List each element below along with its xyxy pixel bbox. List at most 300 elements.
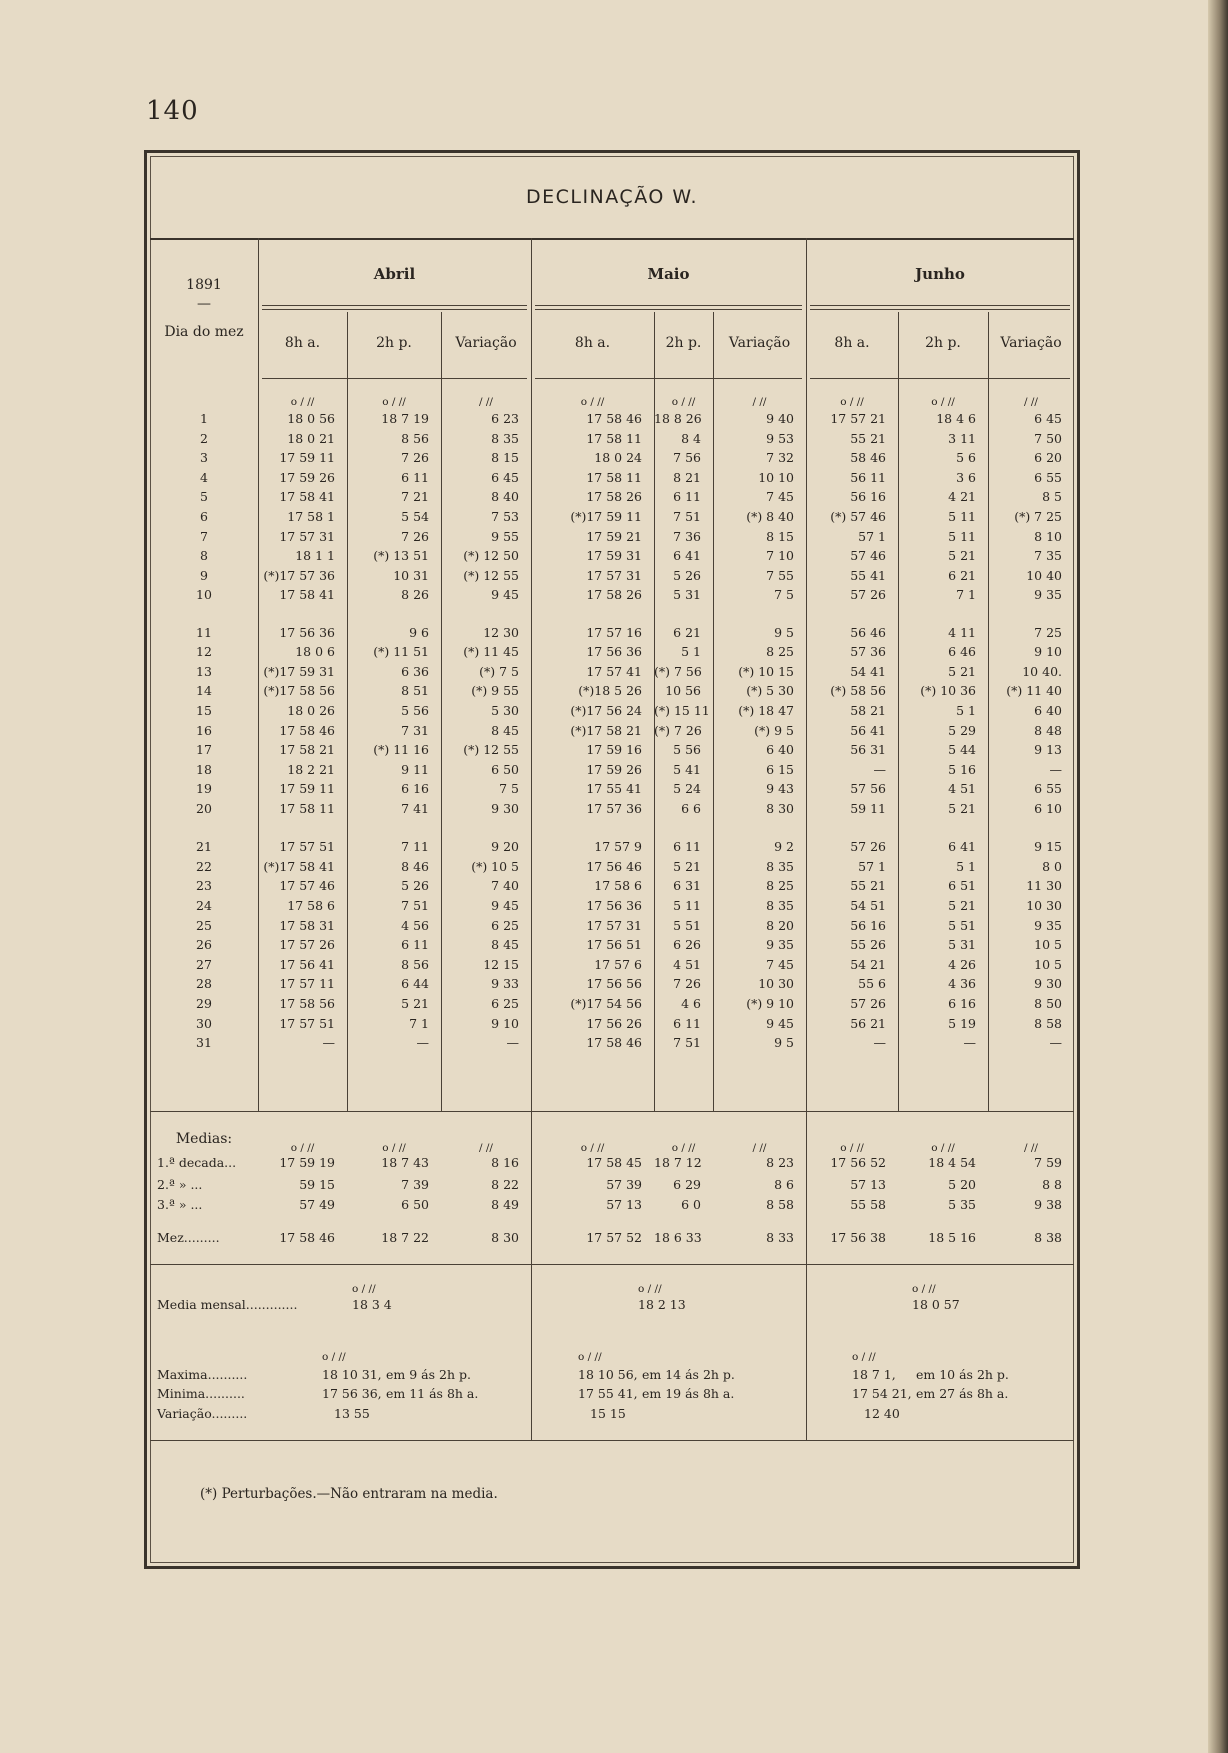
unit-mark: o / //: [382, 1142, 406, 1154]
data-cell: 17 57 9: [594, 839, 642, 855]
media-cell: 7 39: [401, 1177, 429, 1192]
data-cell: 17 56 26: [586, 1015, 642, 1031]
data-cell: 56 16: [850, 917, 886, 933]
data-cell: 17 58 26: [586, 587, 642, 603]
data-cell: 9 35: [766, 937, 794, 953]
data-cell: 17 56 36: [279, 624, 335, 640]
data-cell: 9 13: [1034, 742, 1062, 758]
mensal-rule: [150, 1264, 1074, 1265]
mez-cell: 8 33: [766, 1230, 794, 1245]
data-cell: 9 53: [766, 430, 794, 446]
data-cell: 58 21: [850, 702, 886, 718]
unit-mark: o / //: [382, 396, 406, 408]
unit-mark: / //: [479, 1142, 493, 1154]
day-number: 26: [196, 937, 212, 953]
data-cell: 4 6: [681, 995, 701, 1011]
data-cell: 6 11: [673, 1015, 701, 1031]
maxima-when: em 14 ás 2h p.: [642, 1367, 735, 1382]
data-cell: 5 31: [948, 937, 976, 953]
data-cell: 5 56: [673, 742, 701, 758]
data-cell: (*) 12 55: [463, 567, 519, 583]
data-cell: 17 58 46: [586, 411, 642, 426]
data-cell: 17 59 11: [279, 450, 335, 466]
data-cell: (*) 7 26: [654, 722, 702, 738]
month-underline: [810, 305, 1070, 306]
column-head: 8h a.: [574, 335, 611, 351]
data-cell: 8 15: [766, 528, 794, 544]
day-number: 11: [196, 624, 212, 640]
data-cell: 5 44: [948, 742, 976, 758]
day-number: 14: [196, 683, 212, 699]
data-cell: 12 15: [483, 956, 519, 972]
unit-mark: o / //: [578, 1351, 602, 1363]
media-cell: 57 13: [606, 1197, 642, 1212]
day-number: 15: [196, 702, 212, 718]
year-label: 1891: [186, 277, 222, 293]
media-cell: 57 39: [606, 1177, 642, 1192]
data-cell: 55 21: [850, 430, 886, 446]
data-cell: 5 21: [948, 548, 976, 564]
extremes-rule: [150, 1440, 1074, 1441]
data-cell: 9 30: [491, 800, 519, 816]
data-cell: 9 45: [491, 897, 519, 913]
mez-cell: 17 57 52: [586, 1230, 642, 1245]
variacao-value: 12 40: [864, 1406, 900, 1421]
media-cell: 5 35: [948, 1197, 976, 1212]
data-cell: 17 57 16: [586, 624, 642, 640]
data-cell: (*)17 58 41: [263, 858, 335, 874]
data-cell: 7 35: [1034, 548, 1062, 564]
column-head: 2h p.: [665, 335, 702, 351]
day-number: 3: [200, 450, 208, 466]
data-cell: (*)18 5 26: [578, 683, 642, 699]
data-cell: —: [873, 761, 886, 777]
data-cell: 8 40: [491, 489, 519, 505]
data-cell: 9 33: [491, 976, 519, 992]
data-cell: 7 26: [401, 528, 429, 544]
data-cell: 9 5: [774, 1035, 794, 1051]
data-cell: —: [1049, 1035, 1062, 1051]
variacao-label: Variação.........: [157, 1406, 248, 1421]
unit-mark: o / //: [912, 1283, 936, 1295]
data-cell: 57 46: [850, 548, 886, 564]
data-cell: 5 11: [948, 509, 976, 524]
media-cell: 55 58: [850, 1197, 886, 1212]
data-cell: 12 30: [483, 624, 519, 640]
data-cell: 54 21: [850, 956, 886, 972]
minima-when: em 19 ás 8h a.: [642, 1386, 735, 1401]
data-cell: 7 51: [673, 1035, 701, 1051]
unit-mark: o / //: [290, 396, 315, 408]
maxima-value: 18 10 56,: [578, 1367, 638, 1382]
minima-when: em 11 ás 8h a.: [386, 1386, 479, 1401]
decada-label: 3.ª » ...: [157, 1197, 203, 1212]
data-cell: 6 55: [1034, 469, 1062, 485]
data-cell: 5 31: [673, 587, 701, 603]
data-cell: (*) 8 40: [746, 509, 794, 524]
media-cell: 18 7 12: [654, 1155, 702, 1170]
day-number: 10: [196, 587, 212, 603]
data-cell: 7 1: [956, 587, 976, 603]
day-number: 13: [196, 663, 212, 679]
day-number: 27: [196, 956, 212, 972]
subheader-underline: [810, 378, 1070, 379]
data-cell: 11 30: [1026, 878, 1062, 894]
data-cell: 17 58 6: [594, 878, 642, 894]
data-cell: 10 56: [665, 683, 701, 699]
data-cell: 9 6: [409, 624, 429, 640]
day-number: 2: [200, 430, 208, 446]
month-name-abril: Abril: [373, 265, 416, 283]
data-cell: 17 58 1: [287, 509, 335, 524]
data-cell: 6 11: [401, 937, 429, 953]
data-cell: 7 32: [766, 450, 794, 466]
data-cell: 10 30: [758, 976, 794, 992]
day-number: 24: [196, 897, 212, 913]
data-cell: 17 58 11: [279, 800, 335, 816]
media-mensal-value: 18 2 13: [638, 1297, 686, 1312]
day-number: 8: [200, 548, 208, 564]
data-cell: (*) 9 5: [754, 722, 794, 738]
data-cell: (*) 18 47: [738, 702, 794, 718]
maxima-label: Maxima..........: [157, 1367, 248, 1382]
data-cell: 55 41: [850, 567, 886, 583]
data-cell: 4 36: [948, 976, 976, 992]
mez-label: Mez.........: [157, 1230, 220, 1245]
decada-label: 2.ª » ...: [157, 1177, 203, 1192]
data-cell: 7 45: [766, 956, 794, 972]
data-cell: 17 59 11: [279, 781, 335, 797]
data-cell: 6 15: [766, 761, 794, 777]
data-cell: (*) 11 40: [1006, 683, 1062, 699]
media-cell: 57 49: [299, 1197, 335, 1212]
data-cell: 6 31: [673, 878, 701, 894]
data-cell: 9 20: [491, 839, 519, 855]
data-cell: 4 51: [948, 781, 976, 797]
day-number: 31: [196, 1035, 212, 1051]
media-cell: 8 8: [1042, 1177, 1062, 1192]
data-cell: 9 45: [766, 1015, 794, 1031]
data-cell: 17 58 41: [279, 489, 335, 505]
data-cell: 57 26: [850, 839, 886, 855]
data-cell: 18 0 6: [295, 644, 335, 660]
data-cell: 4 21: [948, 489, 976, 505]
data-cell: 18 0 24: [594, 450, 642, 466]
data-cell: 57 36: [850, 644, 886, 660]
data-cell: 7 53: [491, 509, 519, 524]
media-cell: 17 58 45: [586, 1155, 642, 1170]
data-cell: 9 45: [491, 587, 519, 603]
data-cell: 6 23: [491, 411, 519, 426]
data-cell: 6 45: [1034, 411, 1062, 426]
mez-cell: 17 56 38: [830, 1230, 886, 1245]
media-cell: 17 56 52: [830, 1155, 886, 1170]
data-cell: 8 5: [1042, 489, 1062, 505]
data-cell: 18 8 26: [654, 411, 702, 426]
mez-cell: 8 30: [491, 1230, 519, 1245]
data-cell: 9 5: [774, 624, 794, 640]
data-cell: 56 16: [850, 489, 886, 505]
data-cell: 6 50: [491, 761, 519, 777]
unit-mark: / //: [1024, 396, 1038, 408]
unit-mark: / //: [752, 396, 767, 408]
media-cell: 8 23: [766, 1155, 794, 1170]
data-cell: 5 54: [401, 509, 429, 524]
mez-cell: 18 7 22: [381, 1230, 429, 1245]
unit-mark: o / //: [638, 1283, 662, 1295]
data-cell: 4 51: [673, 956, 701, 972]
data-cell: 56 46: [850, 624, 886, 640]
data-cell: 3 11: [948, 430, 976, 446]
media-cell: 57 13: [850, 1177, 886, 1192]
data-cell: 5 51: [948, 917, 976, 933]
data-cell: 17 58 56: [279, 995, 335, 1011]
data-cell: (*)17 59 31: [263, 663, 335, 679]
unit-mark: o / //: [290, 1142, 315, 1154]
data-cell: 5 11: [948, 528, 976, 544]
data-cell: 7 45: [766, 489, 794, 505]
data-cell: 7 51: [401, 897, 429, 913]
data-cell: 6 21: [673, 624, 701, 640]
data-cell: 9 10: [491, 1015, 519, 1031]
data-cell: —: [322, 1035, 335, 1051]
data-cell: 6 55: [1034, 781, 1062, 797]
data-cell: 5 1: [956, 702, 976, 718]
data-cell: 5 1: [681, 644, 701, 660]
month-underline: [262, 309, 527, 310]
data-cell: 57 1: [858, 858, 886, 874]
data-cell: 8 46: [401, 858, 429, 874]
data-cell: 6 6: [681, 800, 701, 816]
data-cell: 9 43: [766, 781, 794, 797]
data-cell: 9 30: [1034, 976, 1062, 992]
data-cell: 17 57 41: [586, 663, 642, 679]
data-cell: 8 35: [766, 897, 794, 913]
data-cell: (*) 7 56: [654, 663, 702, 679]
data-cell: 6 41: [673, 548, 701, 564]
data-cell: 7 26: [401, 450, 429, 466]
data-cell: 17 56 56: [586, 976, 642, 992]
data-cell: 8 56: [401, 430, 429, 446]
day-number: 30: [196, 1015, 212, 1031]
data-cell: 6 26: [673, 937, 701, 953]
unit-mark: / //: [752, 1142, 767, 1154]
mez-cell: 8 38: [1034, 1230, 1062, 1245]
data-cell: 17 57 36: [586, 800, 642, 816]
data-cell: 10 10: [758, 469, 794, 485]
data-cell: 6 44: [401, 976, 429, 992]
data-cell: 17 59 21: [586, 528, 642, 544]
data-cell: —: [963, 1035, 976, 1051]
data-cell: 17 59 16: [586, 742, 642, 758]
media-cell: 6 50: [401, 1197, 429, 1212]
media-cell: 18 4 54: [928, 1155, 976, 1170]
media-cell: 6 0: [681, 1197, 701, 1212]
data-cell: 8 56: [401, 956, 429, 972]
data-cell: 5 21: [948, 663, 976, 679]
data-cell: 17 58 46: [279, 722, 335, 738]
data-cell: 7 21: [401, 489, 429, 505]
data-cell: (*) 57 46: [830, 509, 886, 524]
variacao-value: 13 55: [334, 1406, 370, 1421]
day-number: 9: [200, 567, 208, 583]
data-cell: 7 50: [1034, 430, 1062, 446]
data-cell: (*) 11 51: [373, 644, 429, 660]
day-number: 6: [200, 509, 208, 524]
data-cell: 55 21: [850, 878, 886, 894]
data-cell: 8 25: [766, 878, 794, 894]
unit-mark: o / //: [671, 1142, 696, 1154]
data-cell: 9 35: [1034, 917, 1062, 933]
column-head: 8h a.: [834, 335, 870, 351]
data-cell: 5 29: [948, 722, 976, 738]
data-cell: 5 21: [948, 897, 976, 913]
data-cell: 10 40.: [1022, 663, 1062, 679]
day-number: 12: [196, 644, 212, 660]
day-number: 29: [196, 995, 212, 1011]
day-number: 7: [200, 528, 208, 544]
month-underline: [262, 305, 527, 306]
data-cell: 17 58 11: [586, 469, 642, 485]
data-cell: 6 21: [948, 567, 976, 583]
data-cell: 8 0: [1042, 858, 1062, 874]
data-cell: 7 31: [401, 722, 429, 738]
data-cell: 8 35: [491, 430, 519, 446]
data-cell: 7 40: [491, 878, 519, 894]
unit-mark: o / //: [580, 1142, 605, 1154]
data-cell: 5 30: [491, 702, 519, 718]
data-cell: 7 5: [774, 587, 794, 603]
unit-mark: / //: [1024, 1142, 1038, 1154]
data-cell: (*)17 54 56: [570, 995, 642, 1011]
data-cell: 7 55: [766, 567, 794, 583]
data-cell: 5 21: [401, 995, 429, 1011]
data-cell: 7 41: [401, 800, 429, 816]
media-cell: 59 15: [299, 1177, 335, 1192]
data-cell: 56 31: [850, 742, 886, 758]
data-cell: 18 0 21: [287, 430, 335, 446]
column-head: Variação: [1000, 335, 1062, 351]
data-cell: 5 6: [956, 450, 976, 466]
data-cell: 9 10: [1034, 644, 1062, 660]
day-number: 17: [196, 742, 212, 758]
data-cell: 6 45: [491, 469, 519, 485]
title-rule: [150, 238, 1074, 240]
day-number: 1: [200, 411, 208, 426]
data-cell: 9 40: [766, 411, 794, 426]
data-cell: 6 25: [491, 917, 519, 933]
data-cell: 17 59 26: [279, 469, 335, 485]
month-name-junho: Junho: [915, 265, 965, 283]
data-cell: 8 48: [1034, 722, 1062, 738]
data-cell: 5 21: [948, 800, 976, 816]
data-cell: 8 26: [401, 587, 429, 603]
day-number: 19: [196, 781, 212, 797]
month-name-maio: Maio: [647, 265, 690, 283]
data-cell: 17 57 51: [279, 839, 335, 855]
data-cell: (*) 12 55: [463, 742, 519, 758]
data-cell: 3 6: [956, 469, 976, 485]
data-cell: 54 51: [850, 897, 886, 913]
data-cell: 8 51: [401, 683, 429, 699]
data-cell: 5 26: [401, 878, 429, 894]
data-cell: 5 16: [948, 761, 976, 777]
column-head: 2h p.: [376, 335, 412, 351]
data-cell: (*) 11 45: [463, 644, 519, 660]
maxima-when: em 9 ás 2h p.: [386, 1367, 471, 1382]
data-cell: 7 10: [766, 548, 794, 564]
media-cell: 8 58: [766, 1197, 794, 1212]
media-mensal-value: 18 3 4: [352, 1297, 392, 1312]
unit-mark: o / //: [852, 1351, 876, 1363]
data-cell: 9 35: [1034, 587, 1062, 603]
media-cell: 5 20: [948, 1177, 976, 1192]
unit-mark: o / //: [671, 396, 696, 408]
data-cell: 8 45: [491, 937, 519, 953]
data-cell: 6 20: [1034, 450, 1062, 466]
data-cell: 5 19: [948, 1015, 976, 1031]
day-header: Dia do mez: [164, 324, 244, 340]
data-cell: 8 35: [766, 858, 794, 874]
data-cell: 17 58 26: [586, 489, 642, 505]
media-cell: 8 22: [491, 1177, 519, 1192]
data-cell: 6 11: [673, 489, 701, 505]
data-cell: 17 58 6: [287, 897, 335, 913]
data-cell: 6 10: [1034, 800, 1062, 816]
data-cell: (*) 12 50: [463, 548, 519, 564]
data-cell: 56 21: [850, 1015, 886, 1031]
maxima-value: 18 10 31,: [322, 1367, 382, 1382]
summary-top-rule: [150, 1111, 1074, 1112]
media-mensal-label: Media mensal.............: [157, 1297, 298, 1312]
data-cell: 17 59 26: [586, 761, 642, 777]
data-cell: 5 56: [401, 702, 429, 718]
data-cell: 10 5: [1034, 937, 1062, 953]
data-cell: 6 51: [948, 878, 976, 894]
data-cell: 5 1: [956, 858, 976, 874]
day-number: 23: [196, 878, 212, 894]
data-cell: 7 25: [1034, 624, 1062, 640]
data-cell: 5 24: [673, 781, 701, 797]
unit-mark: o / //: [840, 1142, 864, 1154]
data-cell: 17 57 51: [279, 1015, 335, 1031]
data-cell: 10 30: [1026, 897, 1062, 913]
page-number: 140: [146, 96, 199, 126]
data-cell: 17 56 36: [586, 897, 642, 913]
variacao-value: 15 15: [590, 1406, 626, 1421]
data-cell: 7 5: [499, 781, 519, 797]
day-number: 4: [200, 469, 208, 485]
data-cell: 55 6: [858, 976, 886, 992]
page-title: DECLINAÇÃO W.: [525, 186, 699, 208]
data-cell: 9 55: [491, 528, 519, 544]
maxima-value: 18 7 1,: [852, 1367, 896, 1382]
subheader-underline: [535, 378, 802, 379]
data-cell: 17 56 36: [586, 644, 642, 660]
data-cell: 6 11: [401, 469, 429, 485]
data-cell: 17 58 11: [586, 430, 642, 446]
data-cell: 17 57 11: [279, 976, 335, 992]
data-cell: 17 58 31: [279, 917, 335, 933]
data-cell: 59 11: [850, 800, 886, 816]
data-cell: 4 56: [401, 917, 429, 933]
data-cell: 6 40: [1034, 702, 1062, 718]
data-cell: 5 51: [673, 917, 701, 933]
data-cell: 6 16: [401, 781, 429, 797]
data-cell: 18 0 26: [287, 702, 335, 718]
month-underline: [535, 305, 802, 306]
data-cell: 17 55 41: [586, 781, 642, 797]
